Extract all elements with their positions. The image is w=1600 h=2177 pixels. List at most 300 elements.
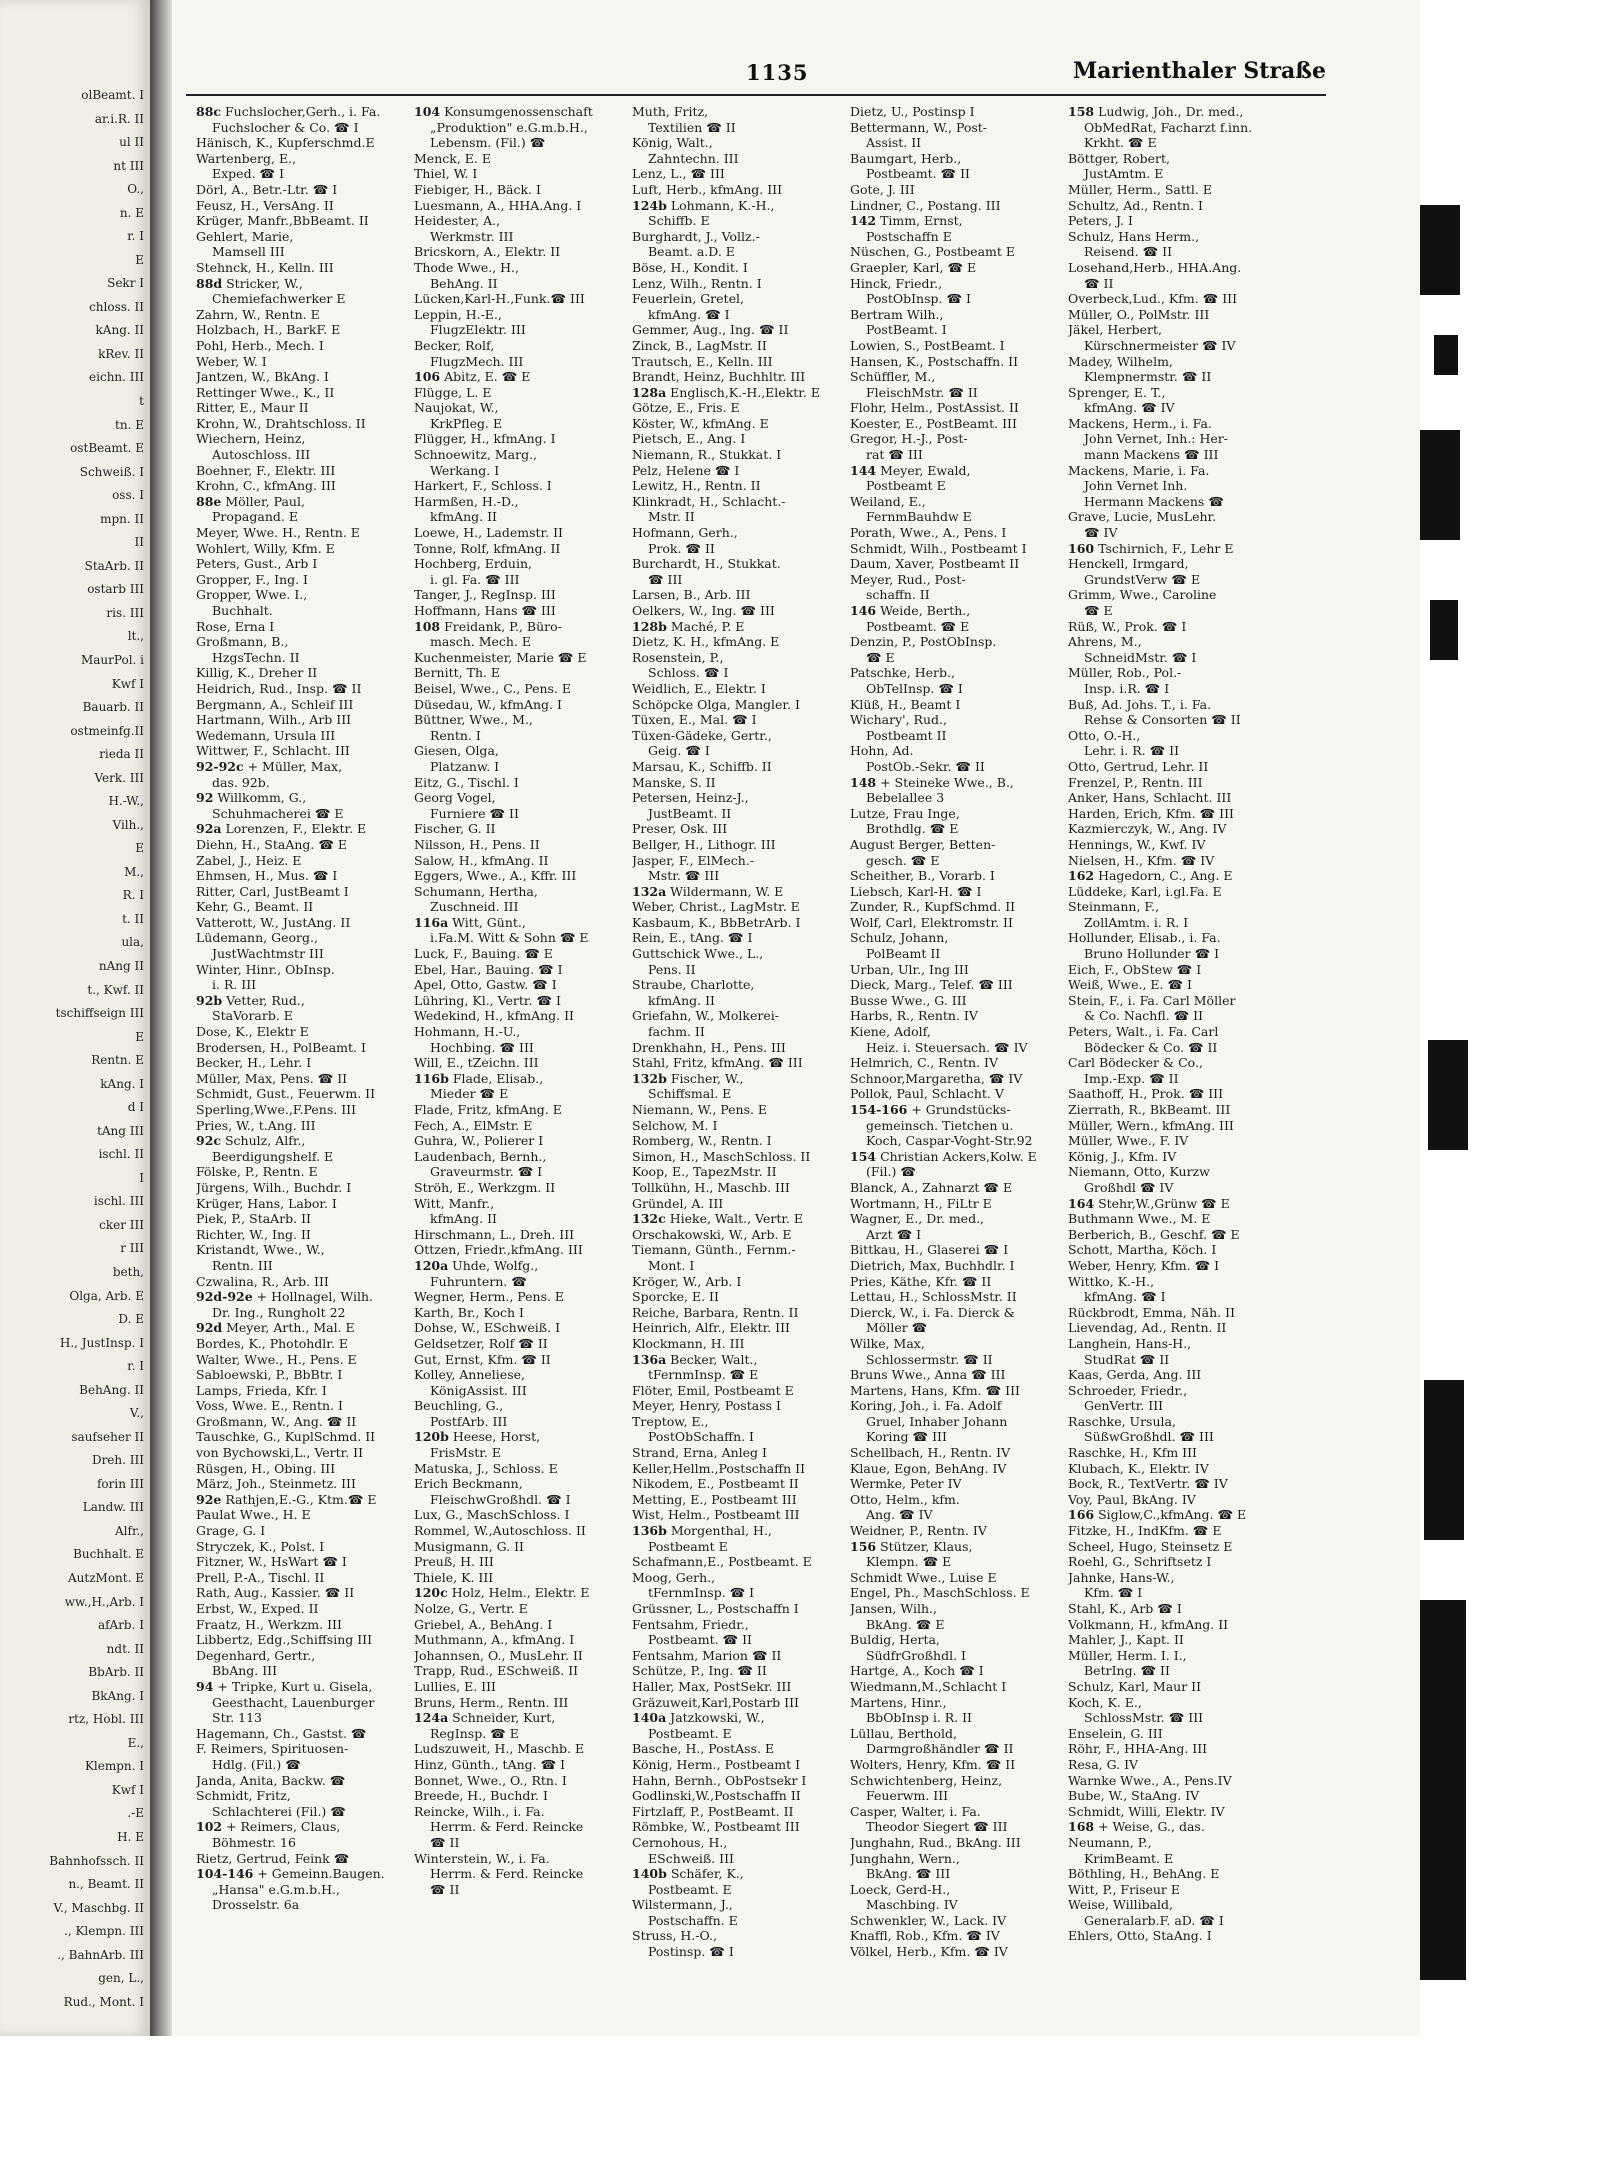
resident-entry: ObTelInsp. ☎ I (866, 680, 963, 696)
resident-entry: ObMedRat, Facharzt f.inn. (1084, 119, 1253, 135)
resident-entry: Furniere ☎ II (430, 805, 519, 821)
resident-entry: Larsen, B., Arb. III (632, 587, 751, 603)
resident-entry: Hollunder, Elisab., i. Fa. (1068, 930, 1221, 946)
previous-page-text: ., BahnArb. III (57, 1947, 144, 1962)
resident-entry: JustWachtmstr III (212, 946, 324, 962)
resident-entry: FlugzElektr. III (430, 322, 526, 338)
previous-page-text: E (135, 252, 144, 267)
resident-entry: Koring ☎ III (866, 1429, 947, 1445)
resident-entry: Nikodem, E., Postbeamt II (632, 1476, 799, 1492)
resident-entry: Sprenger, E. T., (1068, 384, 1166, 400)
resident-entry: Str. 113 (212, 1710, 262, 1726)
resident-entry: FernmBauhdw E (866, 509, 972, 525)
resident-entry: Erich Beckmann, (414, 1476, 523, 1492)
previous-page-text: Schweiß. I (79, 464, 144, 479)
resident-entry: Laudenbach, Bernh., (414, 1148, 547, 1164)
house-number-entry: 92d Meyer, Arth., Mal. E (196, 1320, 355, 1336)
previous-page-text: ww.,H.,Arb. I (64, 1594, 144, 1609)
resident-entry: Großmann, B., (196, 634, 289, 650)
resident-entry: Postbeamt. ☎ E (866, 618, 970, 634)
house-number-entry: 158 Ludwig, Joh., Dr. med., (1068, 104, 1244, 119)
resident-entry: Will, E., tZeichn. III (414, 1055, 539, 1071)
resident-entry: Matuska, J., Schloss. E (414, 1460, 558, 1476)
resident-entry: Hänisch, K., Kupferschmd.E (196, 135, 375, 151)
resident-entry: Autoschloss. III (212, 447, 311, 463)
resident-entry: Nüschen, G., Postbeamt E (850, 244, 1016, 260)
house-number-entry: 120c Holz, Helm., Elektr. E (414, 1585, 590, 1601)
resident-entry: König, Herm., Postbeamt I (632, 1756, 801, 1772)
resident-entry: Rose, Erna I (196, 618, 275, 634)
resident-entry: SchlossMstr. ☎ III (1084, 1710, 1204, 1726)
resident-entry: Meyer, Henry, Postass I (632, 1398, 781, 1414)
previous-page-text: beth, (112, 1265, 144, 1279)
resident-entry: Dierck, W., i. Fa. Dierck & (850, 1304, 1015, 1320)
resident-entry: (Fil.) ☎ (866, 1164, 916, 1180)
resident-entry: Koring, Joh., i. Fa. Adolf (850, 1398, 1002, 1414)
resident-entry: Rentn. III (212, 1257, 273, 1273)
resident-entry: Klaue, Egon, BehAng. IV (850, 1460, 1007, 1476)
resident-entry: Zinck, B., LagMstr. II (632, 337, 767, 353)
resident-entry: ESchweiß. III (648, 1850, 734, 1866)
previous-page-text: Verk. III (94, 770, 144, 785)
resident-entry: Wedekind, H., kfmAng. II (414, 1008, 574, 1024)
resident-entry: Hansen, K., Postschaffn. II (850, 353, 1019, 369)
previous-page-text: BbArb. II (88, 1665, 144, 1680)
resident-entry: PostObInsp. ☎ I (866, 291, 971, 307)
resident-entry: Postinsp. ☎ I (648, 1944, 734, 1960)
resident-entry: Dietz, U., Postinsp I (850, 104, 975, 119)
resident-entry: Schwichtenberg, Heinz, (850, 1772, 1003, 1788)
resident-entry: Mstr. II (648, 509, 695, 525)
resident-entry: Firtzlaff, P., PostBeamt. II (632, 1803, 794, 1819)
resident-entry: Zabel, J., Heiz. E (196, 852, 302, 868)
resident-entry: Trautsch, E., Kelln. III (632, 353, 773, 369)
house-number-entry: 120a Uhde, Wolfg., (414, 1257, 539, 1273)
resident-entry: Petersen, Heinz-J., (632, 790, 749, 806)
house-number-entry: 106 Abitz, E. ☎ E (414, 369, 531, 385)
resident-entry: Schulz, Hans Herm., (1068, 228, 1200, 244)
resident-entry: Mackens, Herm., i. Fa. (1068, 415, 1212, 431)
resident-entry: ZollAmtm. i. R. I (1084, 914, 1189, 930)
resident-entry: Hoffmann, Hans ☎ III (414, 603, 556, 618)
resident-entry: Cernohous, H., (632, 1834, 728, 1850)
resident-entry: Muth, Fritz, (632, 104, 709, 119)
resident-entry: JustAmtm. E (1084, 166, 1164, 182)
resident-entry: Becker, H., Lehr. I (196, 1055, 312, 1071)
previous-page-text: chloss. II (89, 299, 144, 314)
resident-entry: Musigmann, G. II (414, 1538, 524, 1554)
previous-page-text: oss. I (112, 488, 144, 503)
resident-entry: Orschakowski, W., Arb. E (632, 1226, 792, 1242)
previous-page-text: d I (127, 1100, 144, 1115)
resident-entry: Ritter, Carl, JustBeamt I (196, 883, 349, 899)
resident-entry: Müller, Herm. I. I., (1068, 1647, 1187, 1663)
resident-entry: Bittkau, H., Glaserei ☎ I (850, 1242, 1009, 1258)
resident-entry: Nielsen, H., Kfm. ☎ IV (1068, 852, 1215, 868)
resident-entry: Lüllau, Berthold, (850, 1725, 957, 1741)
resident-entry: Brothdlg. ☎ E (866, 821, 959, 837)
resident-entry: Brandt, Heinz, Buchhltr. III (632, 369, 806, 385)
resident-entry: Otto, Helm., kfm. (850, 1491, 960, 1507)
resident-entry: Ströh, E., Werkzgm. II (414, 1179, 556, 1195)
previous-page-text: kAng. I (100, 1076, 144, 1091)
resident-entry: Witt, P., Friseur E (1068, 1881, 1180, 1897)
resident-entry: Pelz, Helene ☎ I (632, 462, 740, 478)
resident-entry: Neumann, P., (1068, 1834, 1152, 1850)
house-number-entry: 166 Siglow,C.,kfmAng. ☎ E (1068, 1507, 1247, 1523)
resident-entry: Harden, Erich, Kfm. ☎ III (1068, 805, 1234, 821)
resident-entry: Götze, E., Fris. E (632, 400, 740, 416)
resident-entry: Anker, Hans, Schlacht. III (1068, 790, 1232, 806)
resident-entry: Dietrich, Max, Buchhdlr. I (850, 1257, 1015, 1273)
resident-entry: Ritter, E., Maur II (196, 400, 309, 416)
resident-entry: Buthmann Wwe., M. E (1068, 1211, 1211, 1227)
previous-page-text: eichn. III (89, 370, 144, 385)
resident-entry: Loeck, Gerd-H., (850, 1881, 951, 1897)
house-number-entry: 92-92c + Müller, Max, (196, 758, 343, 774)
resident-entry: Kröger, W., Arb. I (632, 1273, 742, 1289)
resident-entry: Urban, Ulr., Ing III (850, 961, 969, 977)
resident-entry: Jahnke, Hans-W., (1068, 1569, 1175, 1585)
resident-entry: Wolf, Carl, Elektromstr. II (850, 914, 1013, 930)
previous-page-text: t. II (122, 911, 144, 926)
scan-right-edge (1420, 0, 1470, 2036)
resident-entry: Flügger, H., kfmAng. I (414, 431, 556, 447)
resident-entry: Czwalina, R., Arb. III (196, 1273, 329, 1289)
resident-entry: Römbke, W., Postbeamt III (632, 1819, 800, 1835)
resident-entry: Wittko, K.-H., (1068, 1273, 1155, 1289)
resident-entry: Thode Wwe., H., (414, 259, 519, 275)
resident-entry: Bube, W., StaAng. IV (1068, 1788, 1200, 1804)
resident-entry: Gut, Ernst, Kfm. ☎ II (414, 1351, 551, 1367)
resident-entry: Volkmann, H., kfmAng. II (1068, 1616, 1229, 1632)
house-number-entry: 116b Flade, Elisab., (414, 1070, 544, 1086)
resident-entry: Hohmann, H.-U., (414, 1024, 521, 1040)
resident-entry: Hartmann, Wilh., Arb III (196, 712, 352, 728)
resident-entry: von Bychowski,L., Vertr. II (196, 1445, 364, 1461)
resident-entry: Scheel, Hugo, Steinsetz E (1068, 1538, 1233, 1554)
resident-entry: Wortmann, H., FiLtr E (850, 1195, 992, 1211)
resident-entry: Bertram Wilh., (850, 306, 944, 322)
resident-entry: Strand, Erna, Anleg I (632, 1445, 767, 1461)
resident-entry: Denzin, P., PostObInsp. (850, 634, 997, 650)
resident-entry: Carl Bödecker & Co., (1068, 1055, 1203, 1071)
previous-page-text: r III (120, 1241, 144, 1256)
resident-entry: Schöpcke Olga, Mangler. I (632, 696, 800, 712)
resident-entry: John Vernet, Inh.: Her- (1084, 431, 1228, 447)
resident-entry: Fraatz, H., Werkzm. III (196, 1616, 342, 1632)
resident-entry: Klempn. ☎ E (866, 1554, 952, 1570)
resident-entry: Engel, Ph., MaschSchloss. E (850, 1585, 1030, 1601)
house-number-entry: 140a Jatzkowski, W., (632, 1710, 765, 1726)
resident-entry: PostBeamt. I (866, 322, 947, 338)
resident-entry: Schlossermstr. ☎ II (866, 1351, 993, 1367)
resident-entry: Heidrich, Rud., Insp. ☎ II (196, 680, 362, 696)
resident-entry: Zahrn, W., Rentn. E (196, 306, 320, 322)
resident-entry: Griefahn, W., Molkerei- (632, 1008, 779, 1024)
resident-entry: Otto, O.-H., (1068, 727, 1141, 743)
resident-entry: Schiffb. E (648, 213, 710, 229)
resident-entry: kfmAng. ☎ I (648, 306, 730, 322)
resident-entry: Bellger, H., Lithogr. III (632, 836, 776, 852)
resident-entry: Mstr. ☎ III (648, 868, 720, 884)
resident-entry: Weidner, P., Rentn. IV (850, 1523, 987, 1539)
house-number-entry: 128b Maché, P. E (632, 618, 745, 634)
resident-entry: Beuchling, G., (414, 1398, 504, 1414)
resident-entry: Lenz, Wilh., Rentn. I (632, 275, 762, 291)
resident-entry: Killig, K., Dreher II (196, 665, 318, 681)
resident-entry: Jantzen, W., BkAng. I (196, 369, 329, 385)
resident-entry: Peters, Gust., Arb I (196, 556, 318, 572)
resident-entry: Prell, P.-A., Tischl. II (196, 1569, 325, 1585)
resident-entry: Fischer, G. II (414, 821, 496, 837)
resident-entry: Loewe, H., Lademstr. II (414, 525, 563, 541)
house-number-entry: 142 Timm, Ernst, (850, 213, 963, 229)
resident-entry: Roehl, G., Schriftsetz I (1068, 1554, 1212, 1570)
resident-entry: Feuerlein, Gretel, (632, 291, 744, 307)
resident-entry: Naujokat, W., (414, 400, 499, 416)
house-number-entry: 144 Meyer, Ewald, (850, 462, 971, 478)
resident-entry: Wilke, Max, (850, 1335, 925, 1351)
resident-entry: Tüxen-Gädeke, Gertr., (632, 727, 772, 743)
resident-entry: Burghardt, J., Vollz.- (632, 228, 760, 244)
resident-entry: Schütze, P., Ing. ☎ II (632, 1663, 767, 1679)
resident-entry: Casper, Walter, i. Fa. (850, 1803, 981, 1819)
resident-entry: Wagner, E., Dr. med., (850, 1211, 985, 1227)
resident-entry: F. Reimers, Spirituosen- (196, 1741, 349, 1757)
resident-entry: Wegner, Herm., Pens. E (414, 1289, 565, 1305)
resident-entry: Werkang. I (430, 462, 500, 478)
resident-entry: Postbeamt E (648, 1538, 728, 1554)
resident-entry: Wermke, Peter IV (850, 1476, 962, 1492)
resident-entry: Feuerwm. III (866, 1788, 949, 1804)
resident-entry: Schlachterei (Fil.) ☎ (212, 1803, 346, 1819)
resident-entry: Zahntechn. III (648, 150, 739, 166)
house-number-entry: 94 + Tripke, Kurt u. Gisela, (196, 1678, 373, 1694)
resident-entry: Simon, H., MaschSchloss. II (632, 1148, 811, 1164)
resident-entry: BkAng. ☎ III (866, 1866, 951, 1882)
resident-entry: Voss, Wwe. E., Rentn. I (196, 1398, 343, 1414)
house-number-entry: 88e Möller, Paul, (196, 493, 305, 509)
resident-entry: Paulat Wwe., H. E (196, 1507, 311, 1523)
resident-entry: FlugzMech. III (430, 353, 524, 369)
resident-entry: Ehmsen, H., Mus. ☎ I (196, 868, 338, 884)
resident-entry: Wartenberg, E., (196, 150, 297, 166)
resident-entry: Frenzel, P., Rentn. III (1068, 774, 1203, 790)
resident-entry: Klockmann, H. III (632, 1335, 745, 1351)
resident-entry: BbObInsp i. R. II (866, 1710, 972, 1726)
previous-page-text: cker III (99, 1217, 144, 1232)
resident-entry: Fentsahm, Friedr., (632, 1616, 749, 1632)
house-number-entry: 160 Tschirnich, F., Lehr E (1068, 540, 1234, 556)
resident-entry: Harmßen, H.-D., (414, 493, 519, 509)
resident-entry: Bonnet, Wwe., O., Rtn. I (414, 1772, 567, 1788)
previous-page-text: V., Maschbg. II (53, 1900, 144, 1915)
resident-entry: Lühring, Kl., Vertr. ☎ I (414, 992, 561, 1008)
resident-entry: Thiele, K. III (414, 1569, 494, 1585)
resident-entry: Imp.-Exp. ☎ II (1084, 1070, 1179, 1086)
resident-entry: Graepler, Karl, ☎ E (850, 259, 977, 275)
resident-entry: Struss, H.-O., (632, 1928, 717, 1944)
previous-page-text: H. E (117, 1829, 144, 1844)
resident-entry: Hinz, Günth., tAng. ☎ I (414, 1756, 566, 1772)
resident-entry: Marsau, K., Schiffb. II (632, 758, 772, 774)
resident-entry: Schulz, Karl, Maur II (1068, 1678, 1202, 1694)
resident-entry: Losehand,Herb., HHA.Ang. (1068, 259, 1242, 275)
resident-entry: Fitzke, H., IndKfm. ☎ E (1068, 1523, 1222, 1539)
resident-entry: Straube, Charlotte, (632, 977, 755, 993)
resident-entry: Fiebiger, H., Bäck. I (414, 181, 541, 197)
resident-entry: Pries, W., t.Ang. III (196, 1117, 316, 1133)
house-number-entry: 92a Lorenzen, F., Elektr. E (196, 821, 367, 837)
resident-entry: Luft, Herb., kfmAng. III (632, 181, 783, 197)
resident-entry: Fech, A., ElMstr. E (414, 1117, 533, 1133)
resident-entry: Köster, W., kfmAng. E (632, 415, 769, 431)
resident-entry: Müller, Wern., kfmAng. III (1068, 1117, 1234, 1133)
resident-entry: Tauschke, G., KuplSchmd. II (196, 1429, 376, 1445)
previous-page-text: r. I (127, 229, 144, 244)
resident-entry: Stahl, Fritz, kfmAng. ☎ III (632, 1055, 803, 1071)
resident-entry: PostOb.-Sekr. ☎ II (866, 758, 985, 774)
resident-entry: Madey, Wilhelm, (1068, 353, 1173, 369)
resident-entry: Vatterott, W., JustAng. II (196, 914, 351, 930)
resident-entry: Krkht. ☎ E (1084, 135, 1157, 151)
resident-entry: Rehse & Consorten ☎ II (1084, 712, 1241, 728)
resident-entry: Postschaffn E (866, 228, 952, 244)
resident-entry: Saathoff, H., Prok. ☎ III (1068, 1086, 1224, 1102)
resident-entry: Rüß, W., Prok. ☎ I (1068, 618, 1187, 634)
resident-entry: August Berger, Betten- (850, 836, 996, 852)
resident-entry: Holzbach, H., BarkF. E (196, 322, 341, 338)
resident-entry: Theodor Siegert ☎ III (866, 1819, 1008, 1835)
resident-entry: Klinkradt, H., Schlacht.- (632, 493, 786, 509)
resident-entry: StudRat ☎ II (1084, 1351, 1170, 1367)
resident-entry: Lamps, Frieda, Kfr. I (196, 1382, 327, 1398)
resident-entry: Böttger, Robert, (1068, 150, 1171, 166)
resident-entry: Winter, Hinr., ObInsp. (196, 961, 335, 977)
resident-entry: Winterstein, W., i. Fa. (414, 1850, 550, 1866)
house-number-entry: 124b Lohmann, K.-H., (632, 197, 775, 213)
resident-entry: Lux, G., MaschSchloss. I (414, 1507, 570, 1523)
resident-entry: FleischMstr. ☎ II (866, 384, 978, 400)
previous-page-text: M., (124, 864, 144, 879)
house-number-entry: 162 Hagedorn, C., Ang. E (1068, 868, 1233, 884)
previous-page-text: E (135, 841, 144, 856)
resident-entry: Postbeamt. E (648, 1725, 732, 1741)
resident-entry: Hofmann, Gerh., (632, 525, 738, 541)
previous-page-text: n., Beamt. II (68, 1877, 144, 1892)
resident-entry: Gote, J. III (850, 181, 915, 197)
resident-entry: Schüffler, M., (850, 369, 936, 385)
resident-entry: Hinck, Friedr., (850, 275, 943, 291)
scan-bottom-margin (0, 2036, 1470, 2177)
resident-entry: Becker, Rolf, (414, 337, 495, 353)
resident-entry: Keller,Hellm.,Postschaffn II (632, 1460, 806, 1476)
previous-page-text: r. I (127, 1359, 144, 1374)
resident-entry: Hdlg. (Fil.) ☎ (212, 1756, 301, 1772)
previous-page-text: AutzMont. E (68, 1571, 144, 1586)
previous-page-text: Dreh. III (91, 1453, 144, 1468)
previous-page-text: Rud., Mont. I (63, 1994, 144, 2009)
previous-page-text: Vilh., (112, 817, 144, 832)
resident-entry: Chemiefachwerker E (212, 291, 346, 307)
resident-entry: Grage, G. I (196, 1523, 266, 1539)
resident-entry: Großhdl ☎ IV (1084, 1179, 1174, 1195)
resident-entry: Griebel, A., BehAng. I (414, 1616, 553, 1632)
resident-entry: Müller, Wwe., F. IV (1068, 1133, 1189, 1149)
resident-entry: Weber, Henry, Kfm. ☎ I (1068, 1257, 1220, 1273)
previous-page-text: BkAng. I (91, 1688, 144, 1703)
resident-entry: Preuß, H. III (414, 1554, 494, 1570)
resident-entry: GenVertr. III (1084, 1398, 1164, 1414)
resident-entry: Fentsahm, Marion ☎ II (632, 1647, 782, 1663)
house-number-entry: 164 Stehr,W.,Grünw ☎ E (1068, 1195, 1230, 1211)
resident-entry: Hahn, Bernh., ObPostsekr I (632, 1772, 807, 1788)
resident-entry: John Vernet Inh. (1084, 478, 1188, 494)
resident-entry: Wittwer, F., Schlacht. III (196, 743, 350, 759)
resident-entry: Weber, W. I (196, 353, 267, 369)
resident-entry: Hochberg, Erduin, (414, 556, 532, 572)
resident-entry: Schnoor,Margaretha, ☎ IV (850, 1070, 1023, 1086)
resident-entry: Niemann, Otto, Kurzw (1068, 1164, 1210, 1180)
resident-entry: Wohlert, Willy, Kfm. E (196, 540, 335, 556)
resident-entry: Ottzen, Friedr.,kfmAng. III (414, 1242, 583, 1258)
resident-entry: Pohl, Herb., Mech. I (196, 337, 324, 353)
resident-entry: Bock, R., TextVertr. ☎ IV (1068, 1476, 1228, 1492)
previous-page-text: ula, (121, 935, 144, 950)
previous-page-text: saufseher II (71, 1429, 144, 1444)
resident-entry: Mont. I (648, 1257, 695, 1273)
resident-entry: Richter, W., Ing. II (196, 1226, 311, 1242)
previous-page-text: BehAng. II (79, 1382, 144, 1397)
previous-page-text: ., Klempn. III (64, 1924, 144, 1939)
house-number-entry: 168 + Weise, G., das. (1068, 1819, 1205, 1835)
resident-entry: Tüxen, E., Mal. ☎ I (632, 712, 757, 728)
resident-entry: Geig. ☎ I (648, 743, 710, 759)
resident-entry: Rettinger Wwe., K., II (196, 384, 335, 400)
resident-entry: Postbeamt II (866, 727, 947, 743)
previous-page-text: Kwf I (111, 676, 144, 691)
resident-entry: ☎ E (1084, 603, 1113, 618)
house-number-entry: 88c Fuchslocher,Gerh., i. Fa. (196, 104, 381, 119)
house-number-entry: 92b Vetter, Rud., (196, 992, 305, 1008)
resident-entry: Lindner, C., Postang. III (850, 197, 1001, 213)
resident-entry: Reincke, Wilh., i. Fa. (414, 1803, 545, 1819)
resident-entry: Luesmann, A., HHA.Ang. I (414, 197, 582, 213)
resident-entry: Dörl, A., Betr.-Ltr. ☎ I (196, 181, 338, 197)
resident-entry: Gruel, Inhaber Johann (866, 1413, 1008, 1429)
resident-entry: Zierrath, R., BkBeamt. III (1068, 1102, 1231, 1117)
resident-entry: „Produktion" e.G.m.b.H., (430, 119, 588, 135)
resident-entry: Kolley, Anneliese, (414, 1367, 525, 1383)
resident-entry: Junghahn, Rud., BkAng. III (850, 1834, 1021, 1850)
resident-entry: Textilien ☎ II (648, 119, 736, 135)
previous-page-text: .-E (127, 1806, 144, 1821)
previous-page-text: Kwf I (111, 1782, 144, 1797)
resident-entry: Kürschnermeister ☎ IV (1084, 337, 1236, 353)
previous-page-text: D. E (118, 1312, 144, 1327)
previous-page-text: H., JustInsp. I (59, 1335, 144, 1350)
previous-page-text: Bauarb. II (82, 700, 144, 715)
resident-entry: Raschke, Ursula, (1068, 1413, 1176, 1429)
previous-page-text: nt III (113, 158, 144, 173)
resident-entry: Metting, E., Postbeamt III (632, 1491, 797, 1507)
resident-entry: Postschaffn. E (648, 1912, 738, 1928)
resident-entry: Drosselstr. 6a (212, 1897, 300, 1913)
house-number-entry: 146 Weide, Berth., (850, 603, 971, 618)
resident-entry: Nilsson, H., Pens. II (414, 836, 540, 852)
resident-entry: März, Joh., Steinmetz. III (196, 1476, 356, 1492)
